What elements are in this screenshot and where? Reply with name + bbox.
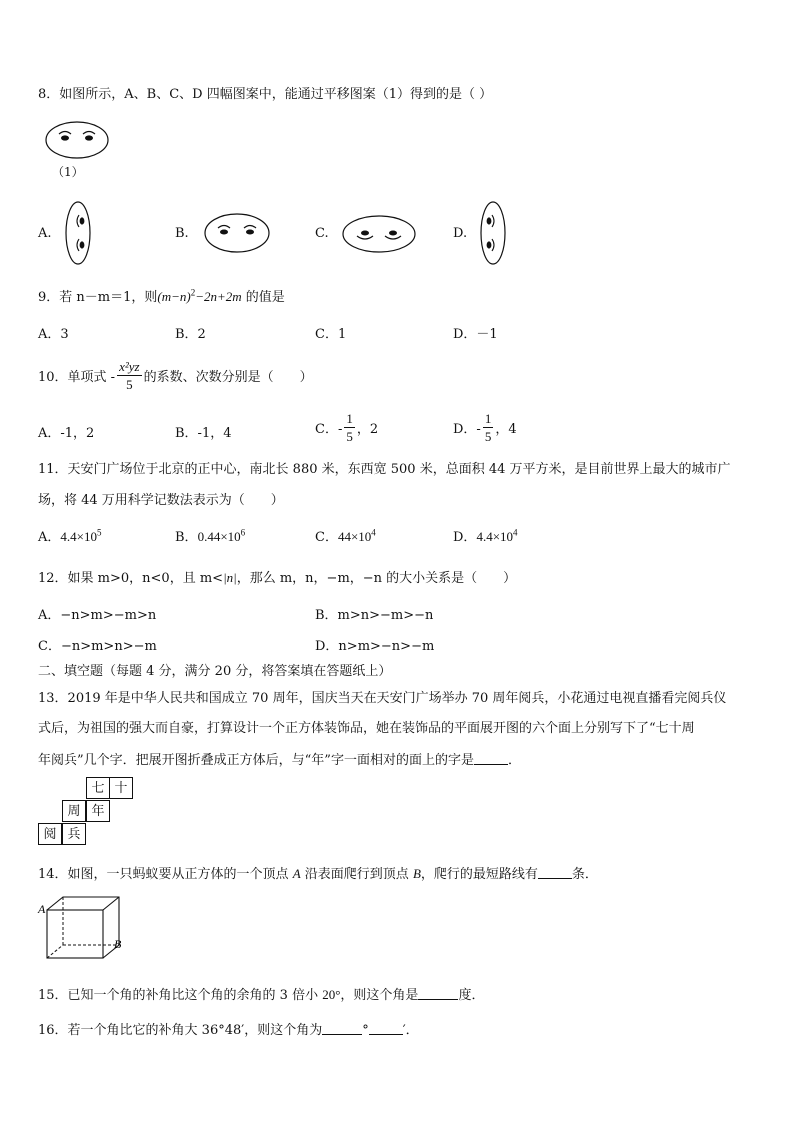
q14-suffix: ，爬行的最短路线有 [420,867,538,882]
q9-option-b: B．2 [175,327,206,342]
q12-prefix: 12．如果 m>0，n<0，且 m< [38,571,224,586]
q11-option-b-label: B． [175,530,198,545]
q10-option-c-fraction [344,410,355,445]
q8-option-a-label: A. [38,226,52,241]
q12-stem [38,567,516,586]
q8-option-c-figure [341,214,417,254]
q11-option-d-base: 4.4×10 [476,529,514,544]
q14-end: 条． [571,867,598,882]
net-cell-bing: 兵 [62,823,86,845]
q13-line-2: 式后，为祖国的强大而自豪，打算设计一个正方体装饰品，她在装饰品的平面展开图的六个面上分别写下了“七十周 [38,721,695,736]
q10-option-d-rest: ，4 [495,422,517,437]
net-cell-yue: 阅 [38,823,62,845]
q10-stem [38,358,313,393]
net-cell-nian: 年 [86,800,110,822]
net-cell-zhou: 周 [62,800,86,822]
q10-option-c-rest: ，2 [356,422,379,437]
q11-option-a-exp: 5 [96,527,102,538]
q16-minute-symbol: ′． [402,1023,419,1038]
q13-line-1: 13．2019 年是中华人民共和国成立 70 周年，国庆当天在天安门广场举办 70 周年阅兵，小花通过电视直播看完阅兵仪 [38,691,727,706]
q13-line-3-end: ． [507,753,521,768]
q11-option-b-base: 0.44×10 [197,529,241,544]
q8-option-d-figure [479,200,507,266]
q11-option-c [315,526,376,545]
q8-stem: 8．如图所示，A、B、C、D 四幅图案中，能通过平移图案（1）得到的是（ ） [38,87,493,102]
net-cell-shi: 十 [109,777,133,799]
q10-prefix: 10．单项式 - [38,370,116,385]
q15-prefix: 15．已知一个角的补角比这个角的余角的 3 倍小 [38,988,319,1003]
q10-option-b: B．-1，4 [175,426,232,441]
q9-expr-rest: −2n+2m [195,289,242,304]
q11-line-1: 11．天安门广场位于北京的正中心，南北长 880 米，东西宽 500 米，总面积 44 万平方米，是目前世界上最大的城市广 [38,462,731,477]
q8-option-b-label: B. [175,226,189,241]
q8-option-b-figure [203,212,271,254]
q9-exponent: 2 [190,287,196,298]
q16-degree-blank[interactable] [322,1022,362,1035]
q11-option-b-exp: 6 [240,527,246,538]
q11-option-d-label: D． [453,530,477,545]
q13-answer-blank[interactable] [474,752,508,765]
q12-option-b: B．m>n>−m>−n [315,608,434,623]
q11-option-a-base: 4.4×10 [60,529,97,544]
q14-prefix: 14．如图，一只蚂蚁要从正方体的一个顶点 [38,867,289,882]
q11-option-d [453,526,518,545]
q15-angle: 20° [322,987,341,1002]
q8-figure-1 [44,120,110,160]
q8-fig-label: （1） [52,165,84,179]
q14-answer-blank[interactable] [538,866,572,879]
q12-option-d: D．n>m>−n>−m [315,639,435,654]
q10-option-a: A．-1，2 [38,426,95,441]
q12-option-a: A．−n>m>−m>n [38,608,157,623]
q10-fraction [117,358,142,393]
q10-option-c-den: 5 [346,429,353,444]
q9-option-a: A．3 [38,327,69,342]
q11-option-a-label: A． [38,530,61,545]
q14-vertex-b: B [412,866,421,881]
q11-option-b [175,526,245,545]
section-2-heading: 二、填空题（每题 4 分，满分 20 分，将答案填在答题纸上） [38,664,392,679]
q16-stem [38,1019,419,1038]
q9-expr: (m−n) [157,289,191,304]
q11-option-c-exp: 4 [371,527,376,538]
q10-option-c-label: C．- [315,422,343,437]
cube-label-a: A [38,902,46,916]
q9-prefix: 9．若 n－m＝1，则 [38,290,158,305]
q14-vertex-a: A [292,866,301,881]
q14-cube-figure [36,893,128,963]
q10-option-d-den: 5 [484,429,492,444]
net-cell-qi: 七 [86,777,110,799]
q11-option-c-base: 44×10 [337,529,372,544]
q11-line-2: 场，将 44 万用科学记数法表示为（ ） [38,493,284,508]
q15-stem [38,984,484,1003]
q10-option-d [453,410,517,445]
q9-option-c: C．1 [315,327,347,342]
q16-prefix: 16．若一个角比它的补角大 36°48′，则这个角为 [38,1023,323,1038]
q12-suffix: ，那么 m，n，−m，−n 的大小关系是（ ） [236,571,517,586]
q10-frac-den: 5 [126,377,133,392]
cube-label-b: B [114,937,122,951]
q10-option-d-label: D．- [453,422,481,437]
q11-option-d-exp: 4 [513,527,518,538]
q10-option-d-num: 1 [484,411,492,426]
q12-abs-n: |n| [223,570,237,585]
q15-suffix: ，则这个角是 [340,988,419,1003]
q8-option-a-figure [64,200,92,266]
q8-option-c-label: C. [315,226,329,241]
q14-stem [38,863,598,882]
q10-option-d-fraction [483,410,494,445]
q10-suffix: 的系数、次数分别是（ ） [143,370,313,385]
q10-option-c-num: 1 [346,411,353,426]
q10-option-c [315,410,378,445]
q14-mid: 沿表面爬行到顶点 [304,867,409,882]
q9-option-d: D．－1 [453,327,498,342]
q16-minute-blank[interactable] [369,1022,403,1035]
q8-option-d-label: D. [453,226,468,241]
q11-option-a [38,526,101,545]
q13-line-3-text: 年阅兵”几个字．把展开图折叠成正方体后，与“年”字一面相对的面上的字是 [38,753,474,768]
q15-answer-blank[interactable] [418,987,458,1000]
q13-line-3 [38,749,521,768]
q11-option-c-label: C． [315,530,338,545]
q12-option-c: C．−n>m>n>−m [38,639,157,654]
q9-stem [38,286,285,305]
q15-end: 度． [458,988,485,1003]
q9-suffix: 的值是 [245,290,285,305]
q16-degree-symbol: ° [362,1023,369,1038]
q10-frac-num: x²yz [119,359,140,374]
